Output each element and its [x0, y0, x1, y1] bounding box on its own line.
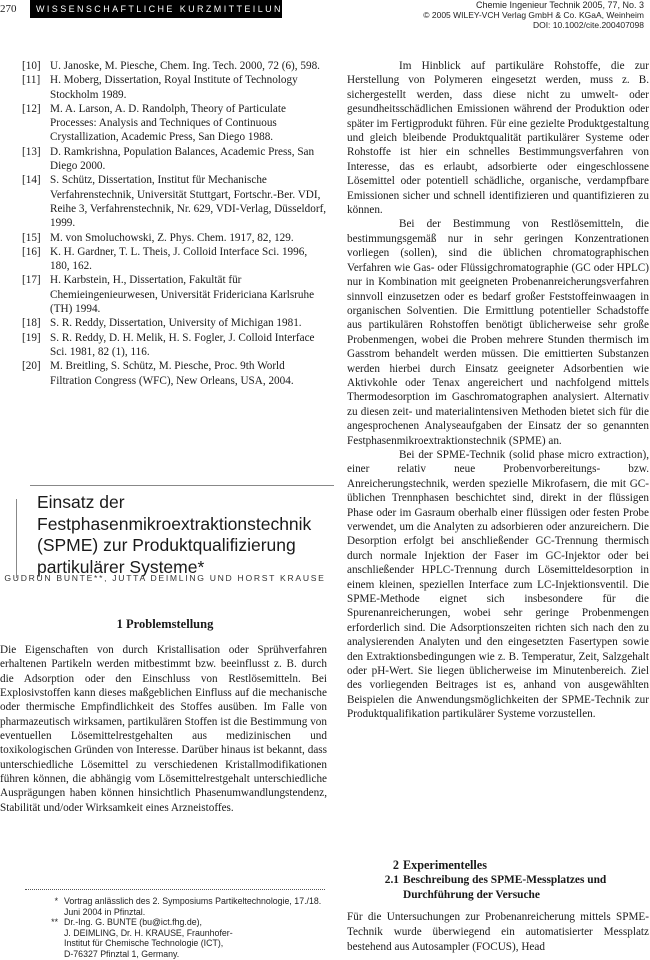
- footnotes: [40, 896, 330, 960]
- footnote: * Vortrag anlässlich des 2. Symposiums Partikeltechnologie, 17./18. Juni 2004 in Pfinztal.: [54, 896, 322, 917]
- footnote: ** Dr.-Ing. G. BUNTE (bu@ict.fhg.de), J. DEIMLING, Dr. H. KRAUSE, Fraunhofer- Institut für Chemische Technologie (ICT), D-76327 Pfinztal 1, Germany.: [51, 917, 233, 959]
- reference: [16] K. H. Gardner, T. L. Theis, J. Colloid Interface Sci. 1996, 180, 162.: [22, 245, 308, 273]
- right-column-text: [347, 59, 649, 722]
- journal-info: [423, 0, 644, 30]
- title-corner-notch: [16, 485, 30, 499]
- paragraph-problem: Die Eigenschaften von durch Kristallisation oder Sprühverfahren erhaltenen Partikeln werden mitbestimmt bzw. beeinflusst z. B. durch die Adsorption oder den Einschluss von Restlösemitteln. Bei Explosivstoffen kann dieses maßgeblichen Einfluss auf die mechanische oder thermische Empfindlichkeit des Stoffes ausüben. Im Falle von pharmazeutisch wirksamen, partikulären Stoffen ist die Bestimmung von eventuellen Lösemittelrestgehalten aus medizinischen und toxikologischen Gründen von Interesse. Darüber hinaus ist bekannt, dass unterschiedliche Lösemittel zu verschiedenen Kristallmodifikationen führen können, die abhängig vom Lösemittelrestgehalt unterschiedliche Ausprägungen haben können hinsichtlich Phasenumwandlungstendenz, Stabilität und/oder Wirksamkeit eines Arzneistoffes.: [0, 644, 327, 814]
- article-title: Einsatz der Festphasenmikroextraktionstechnik (SPME) zur Produktqualifizierung partikulärer Systeme*: [16, 485, 334, 578]
- reference: [11] H. Moberg, Dissertation, Royal Institute of Technology Stockholm 1989.: [22, 74, 298, 101]
- reference: [17] H. Karbstein, H., Dissertation, Fakultät für Chemieingenieurwesen, Universität Fridericiana Karlsruhe (TH) 1994.: [22, 274, 315, 316]
- reference: [19] S. R. Reddy, D. H. Melik, H. S. Fogler, J. Colloid Interface Sci. 1981, 82 (1), 116.: [22, 331, 315, 358]
- paragraph: Bei der Bestimmung von Restlösemitteln, die bestimmungsgemäß nur in sehr geringen Konzentrationen vorliegen (sollen), sind die üblichen chromatographischen Verfahren wie Gas- oder Flüssigchromatographie (GC oder HPLC) nur in Kombination mit geeigneten Probenanreicherungsverfahren sinnvoll einzusetzen oder es bedarf großer Feststoffeinwaagen in organischen Solventien. Die Ermittlung potentieller Schadstoffe aus partikulären Rohstoffen benötigt üblicherweise sehr große Probenmengen, wobei die Proben mehrere Stunden thermisch im Gasstrom behandelt werden müssen. Die emittierten Substanzen werden hierbei durch Einsatz geeigneter Adsorbentien wie Aktivkohle oder Tenax angereichert und nachfolgend mittels Thermodesorption im Gaschromatographen analysiert. Alternativ zu diesen zeit- und materialintensiven Methoden bietet sich für die angesprochenen Analyseaufgaben der Einsatz der so genannten Festphasenmikroextraktionstechnik (SPME) an.: [347, 218, 649, 447]
- section-heading-1: 1 Problemstellung: [116, 617, 214, 631]
- reference-list: [22, 59, 327, 388]
- reference: [20] M. Breitling, S. Schütz, M. Piesche, Proc. 9th World Filtration Congress (WFC), New Orleans, USA, 2004.: [22, 360, 294, 387]
- reference: [13] D. Ramkrishna, Population Balances, Academic Press, San Diego 2000.: [22, 145, 315, 173]
- reference: [18] S. R. Reddy, Dissertation, University of Michigan 1981.: [22, 317, 302, 330]
- reference: [15] M. von Smoluchowski, Z. Phys. Chem. 1917, 82, 129.: [22, 231, 294, 244]
- doi: DOI: 10.1002/cite.200407098: [532, 20, 644, 30]
- journal-citation: Chemie Ingenieur Technik 2005, 77, No. 3: [476, 0, 644, 10]
- page-number: 270: [0, 3, 17, 15]
- copyright: © 2005 WILEY-VCH Verlag GmbH & Co. KGaA, Weinheim: [423, 10, 644, 20]
- reference: [10] U. Janoske, M. Piesche, Chem. Ing. Tech. 2000, 72 (6), 598.: [22, 60, 320, 72]
- paragraph-experimental: Für die Untersuchungen zur Probenanreicherung mittels SPME-Technik wurde überwiegend ein automatisierter Messplatz bestehend aus Autosampler (FOCUS), Head: [347, 911, 649, 953]
- article-authors: GUDRUN BUNTE**, JUTTA DEIMLING UND HORST KRAUSE: [4, 573, 326, 583]
- paragraph: Bei der SPME-Technik (solid phase micro extraction), einer relativ neue Probenvorbereitungs- bzw. Anreicherungstechnik, werden spezielle Mikrofasern, die mit GC-üblichen Trennphasen beschichtet sind, direkt in der flüssigen Phase oder im Gasraum oberhalb einer flüssigen oder festen Probe verwendet, um die Analyten zu adsorbieren oder anzureichern. Die Desorption erfolgt bei anschließender GC-Trennung thermisch durch normale Injektion der Faser im GC-Injektor oder bei anschließender HPLC-Trennung durch Lösemitteldesorption in einem kleinen, speziellen Interface zum LC-Injektionsventil. Die SPME-Methode eignet sich insbesondere für die Spurenanreicherungen, wobei sehr geringe Probenmengen erforderlich sind. Die Adsorptionszeiten richten sich nach den zu analysierenden Analyten und den eingesetzten Fasertypen sowie den Extraktionsbedingungen wie z. B. Temperatur, Zeit, Salzgehalt oder pH-Wert. Sie liegen üblicherweise im Minutenbereich. Ziel des vorliegenden Beitrages ist es, anhand von ausgewählten Beispielen die Anwendungsmöglichkeiten der SPME-Technik zur Produktqualifikation partikulärer Systeme vorzustellen.: [347, 448, 649, 721]
- paragraph: Im Hinblick auf partikuläre Rohstoffe, die zur Herstellung von Polymeren eingesetzt werden, muss z. B. sichergestellt werden, dass diese nicht zu umwelt- oder gesundheitsschädlichen Emissionen während der Produktion oder später im Fertigprodukt führen. Für eine gezielte Produktgestaltung und gleich bleibende Produktqualität partikulärer Systeme oder Rohstoffe ist hier ein schnelles Bestimmungsverfahren von Interesse, das es erlaubt, adsorbierte oder eingeschlossene Lösemittel oder potentiell schädliche, organische, verdampfbare Emissionen sicher und schnell identifizieren und quantifizieren zu können.: [347, 60, 649, 217]
- reference: [12] M. A. Larson, A. D. Randolph, Theory of Particulate Processes: Analysis and Techniques of Continuous Crystallization, Academic Press, San Diego 1988.: [22, 102, 286, 144]
- section-heading-2: 2 Experimentelles 2.1 Beschreibung des SPME-Messplatzes und Durchführung der Versuche: [384, 858, 607, 901]
- section-band: WISSENSCHAFTLICHE KURZMITTEILUNGEN: [30, 0, 282, 18]
- reference: [14] S. Schütz, Dissertation, Institut für Mechanische Verfahrenstechnik, Universität Stuttgart, Fortschr.-Ber. VDI, Reihe 3, Verfahrenstechnik, Nr. 629, VDI-Verlag, Düsseldorf, 1999.: [22, 174, 327, 230]
- footnote-divider: [25, 889, 325, 890]
